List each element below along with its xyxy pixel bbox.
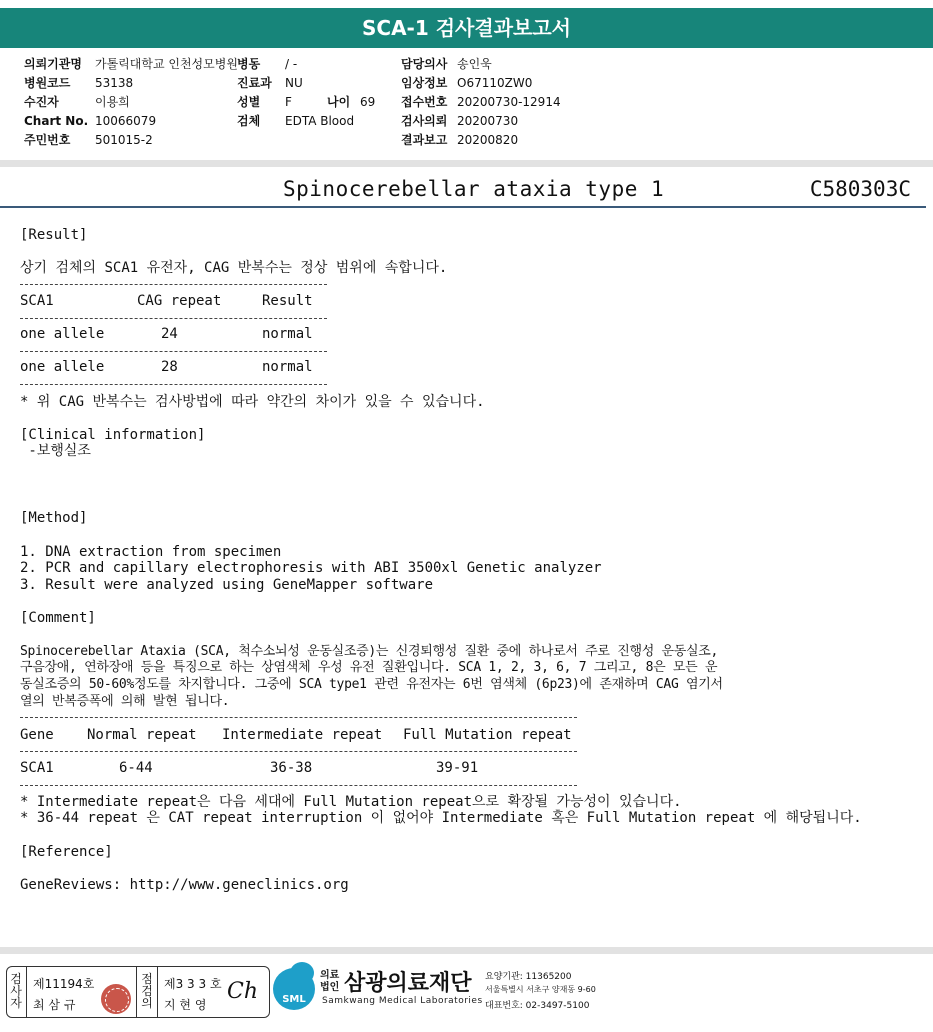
col-header: Result bbox=[262, 293, 313, 309]
header-col1 bbox=[24, 55, 238, 150]
info-row-sex: 성별 F 나이 69 bbox=[237, 93, 375, 112]
reference-text: GeneReviews: http://www.geneclinics.org bbox=[20, 877, 349, 893]
info-row-patient: 수진자 이용희 bbox=[24, 95, 130, 109]
comment-note: * Intermediate repeat은 다음 세대에 Full Mutation repeat으로 확장될 가능성이 있습니다. bbox=[20, 794, 682, 810]
info-row-resident-no: 주민번호 501015-2 bbox=[24, 133, 153, 147]
comment-line: Spinocerebellar Ataxia (SCA, 척수소뇌성 운동실조증)는 신경퇴행성 질환 중에 하나로서 주로 진행성 운동실조, bbox=[20, 644, 719, 659]
age-label: 나이 bbox=[327, 95, 351, 109]
info-row-clinical-info: 임상정보 O67110ZW0 bbox=[401, 76, 533, 90]
examiner-label: 검사자 bbox=[10, 972, 22, 1010]
info-row-ward: 병동 / - bbox=[237, 57, 298, 71]
test-name: Spinocerebellar ataxia type 1 bbox=[283, 177, 665, 201]
table-row bbox=[20, 326, 313, 343]
examiner-name: 최 삼 규 bbox=[33, 998, 76, 1012]
comment-note: * 36-44 repeat 은 CAT repeat interruption 이 없어야 Intermediate 혹은 Full Mutation repeat 에 해당됩니다. bbox=[20, 810, 862, 826]
test-code: C580303C bbox=[809, 177, 911, 201]
comment-heading: [Comment] bbox=[20, 610, 96, 626]
divider bbox=[20, 284, 327, 285]
info-row-hospital-code: 병원코드 53138 bbox=[24, 76, 134, 90]
info-row-specimen: 검체 EDTA Blood bbox=[237, 114, 355, 128]
reference-heading: [Reference] bbox=[20, 844, 113, 860]
divider bbox=[26, 967, 27, 1017]
result-table-header bbox=[20, 293, 313, 310]
col-header: Gene bbox=[20, 727, 54, 743]
divider bbox=[20, 384, 327, 385]
reviewer-label: 점검의 bbox=[141, 972, 153, 1010]
col-header: Intermediate repeat bbox=[222, 727, 383, 743]
cell: 28 bbox=[161, 359, 178, 375]
method-heading: [Method] bbox=[20, 510, 88, 526]
info-row-report-date: 결과보고 20200820 bbox=[401, 133, 519, 147]
cell: 39-91 bbox=[436, 760, 479, 776]
cell: normal bbox=[262, 359, 313, 375]
col-header: Normal repeat bbox=[87, 727, 197, 743]
test-underline bbox=[0, 206, 926, 208]
table-row bbox=[20, 359, 313, 376]
footer-divider bbox=[0, 947, 933, 954]
age-value: 69 bbox=[360, 95, 376, 109]
cell: 6-44 bbox=[119, 760, 153, 776]
header-col2 bbox=[237, 55, 375, 131]
reviewer-name: 지 현 영 bbox=[164, 998, 207, 1012]
divider bbox=[20, 785, 577, 786]
cell: 36-38 bbox=[270, 760, 313, 776]
divider bbox=[20, 351, 327, 352]
comment-line: 열의 반복증폭에 의해 발현 됩니다. bbox=[20, 694, 230, 709]
method-item: 3. Result were analyzed using GeneMapper software bbox=[20, 577, 434, 593]
info-row-request-date: 검사의뢰 20200730 bbox=[401, 114, 519, 128]
org-name-en: Samkwang Medical Laboratories bbox=[322, 996, 483, 1006]
info-row-receipt-no: 접수번호 20200730-12914 bbox=[401, 95, 561, 109]
comment-line: 구음장애, 연하장애 등을 특징으로 하는 상염색체 우성 유전 질환입니다. SCA 1, 2, 3, 6, 7 그리고, 8은 모든 운 bbox=[20, 660, 718, 675]
info-row-department: 진료과 NU bbox=[237, 76, 303, 90]
org-phone: 대표번호: 02-3497-5100 bbox=[485, 1001, 590, 1011]
col-header: SCA1 bbox=[20, 293, 54, 309]
footer bbox=[0, 958, 933, 1029]
sml-logo-icon: SML bbox=[273, 968, 315, 1010]
clinical-heading: [Clinical information] bbox=[20, 427, 206, 443]
info-row-chart-no: Chart No. 10066079 bbox=[24, 114, 157, 128]
comment-line: 동실조증의 50-60%정도를 차지합니다. 그중에 SCA type1 관련 유전자는 6번 염색체 (6p23)에 존재하며 CAG 염기서 bbox=[20, 677, 723, 692]
org-code: 요양기관: 11365200 bbox=[485, 972, 572, 982]
header-divider bbox=[0, 160, 933, 167]
signature-box bbox=[6, 966, 270, 1018]
col-header: Full Mutation repeat bbox=[403, 727, 572, 743]
cell: normal bbox=[262, 326, 313, 342]
repeat-table-header bbox=[20, 727, 572, 744]
cell: one allele bbox=[20, 326, 105, 342]
org-address: 서울특별시 서초구 양재동 9-60 bbox=[485, 985, 596, 994]
result-note: * 위 CAG 반복수는 검사방법에 따라 약간의 차이가 있을 수 있습니다. bbox=[20, 394, 485, 410]
examiner-number: 제11194호 bbox=[33, 977, 95, 991]
method-item: 1. DNA extraction from specimen bbox=[20, 544, 282, 560]
info-row-doctor: 담당의사 송인욱 bbox=[401, 57, 492, 71]
cell: one allele bbox=[20, 359, 105, 375]
divider bbox=[136, 967, 137, 1017]
divider bbox=[20, 717, 577, 718]
clinical-text: -보행실조 bbox=[20, 443, 91, 459]
cell: SCA1 bbox=[20, 760, 54, 776]
result-heading: [Result] bbox=[20, 227, 88, 243]
info-row-institution: 의뢰기관명 가톨릭대학교 인천성모병원 bbox=[24, 57, 238, 71]
cell: 24 bbox=[161, 326, 178, 342]
org-name: 삼광의료재단 bbox=[344, 971, 472, 996]
reviewer-number: 제3 3 3 호 bbox=[164, 977, 222, 991]
report-title: SCA-1 검사결과보고서 bbox=[0, 8, 933, 48]
divider bbox=[157, 967, 158, 1017]
method-item: 2. PCR and capillary electrophoresis with ABI 3500xl Genetic analyzer bbox=[20, 560, 602, 576]
header-col3 bbox=[401, 55, 561, 150]
seal-icon bbox=[101, 984, 131, 1014]
result-summary: 상기 검체의 SCA1 유전자, CAG 반복수는 정상 범위에 속합니다. bbox=[20, 260, 448, 276]
org-prefix: 의료법인 bbox=[320, 970, 340, 993]
divider bbox=[20, 318, 327, 319]
divider bbox=[20, 751, 577, 752]
signature: Ch bbox=[227, 979, 259, 1004]
col-header: CAG repeat bbox=[137, 293, 222, 309]
table-row bbox=[20, 760, 478, 777]
